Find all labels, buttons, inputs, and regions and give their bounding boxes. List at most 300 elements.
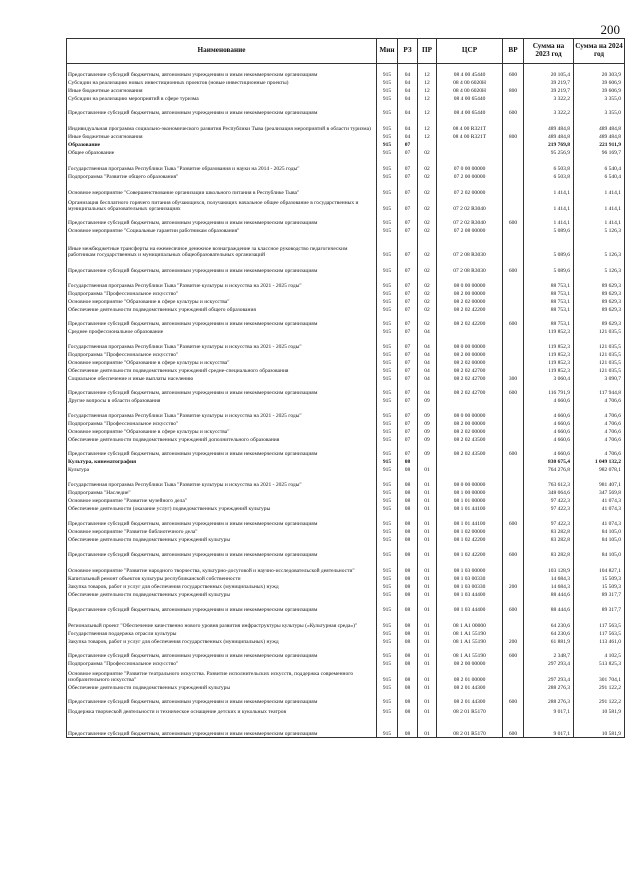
- cell-sum-2024: 982 078,1: [574, 466, 625, 474]
- cell-csr: 08 1 02 42200: [437, 536, 503, 544]
- cell-min: 915: [377, 383, 398, 397]
- cell-sum-2024: 1 049 132,2: [574, 458, 625, 466]
- cell-rz: 08: [398, 614, 418, 630]
- table-row: [67, 591, 625, 599]
- cell-name: Подпрограмма "Профессиональное искусство": [67, 660, 377, 668]
- cell-min: 915: [377, 559, 398, 575]
- table-row: [67, 660, 625, 668]
- header-rz: РЗ: [398, 39, 418, 64]
- cell-min: 915: [377, 716, 398, 738]
- cell-sum-2024: 5 126,3: [574, 259, 625, 275]
- cell-name: Обеспечение деятельности подведомственных учреждений дополнительного образования: [67, 436, 377, 444]
- cell-sum-2024: 89 629,3: [574, 275, 625, 290]
- cell-rz: 07: [398, 351, 418, 359]
- cell-min: 915: [377, 397, 398, 405]
- cell-csr: 08 4 00 45440: [437, 64, 503, 79]
- cell-rz: 07: [398, 428, 418, 436]
- cell-vr: [503, 436, 524, 444]
- table-row: [67, 420, 625, 428]
- cell-vr: [503, 536, 524, 544]
- cell-rz: 08: [398, 684, 418, 692]
- cell-name: Предоставление субсидий бюджетным, автономным учреждениям и иным некоммерческим организациям: [67, 544, 377, 559]
- cell-csr: [437, 458, 503, 466]
- cell-name: Обеспечение деятельности подведомственных учреждений общего образования: [67, 306, 377, 314]
- cell-vr: [503, 235, 524, 259]
- cell-min: 915: [377, 141, 398, 149]
- cell-min: 915: [377, 79, 398, 87]
- cell-min: 915: [377, 95, 398, 103]
- cell-name: Подпрограмма "Наследие": [67, 489, 377, 497]
- table-row: [67, 328, 625, 336]
- cell-min: 915: [377, 197, 398, 213]
- table-row: [67, 235, 625, 259]
- header-name: Наименование: [67, 39, 377, 64]
- table-body: [67, 64, 625, 738]
- cell-csr: 08 1 03 00330: [437, 575, 503, 583]
- cell-sum-2023: 763 612,3: [524, 474, 574, 489]
- cell-rz: 08: [398, 544, 418, 559]
- cell-sum-2023: 39 219,7: [524, 87, 574, 95]
- cell-csr: 08 2 01 R5170: [437, 706, 503, 716]
- cell-sum-2023: 219 769,8: [524, 141, 574, 149]
- table-row: [67, 638, 625, 646]
- cell-sum-2023: 88 753,1: [524, 290, 574, 298]
- cell-rz: 04: [398, 64, 418, 79]
- cell-min: 915: [377, 444, 398, 458]
- cell-min: 915: [377, 544, 398, 559]
- cell-sum-2024: 4 706,6: [574, 420, 625, 428]
- cell-name: Закупка товаров, работ и услуг для обеспечения государственных (муниципальных) нужд: [67, 583, 377, 591]
- cell-sum-2024: 84 105,0: [574, 536, 625, 544]
- cell-min: 915: [377, 259, 398, 275]
- cell-pr: 12: [418, 87, 437, 95]
- cell-csr: 08 2 02 42700: [437, 383, 503, 397]
- cell-rz: 07: [398, 173, 418, 181]
- table-row: [67, 314, 625, 328]
- cell-min: 915: [377, 351, 398, 359]
- cell-pr: 04: [418, 359, 437, 367]
- cell-vr: 600: [503, 383, 524, 397]
- cell-sum-2024: 89 317,7: [574, 591, 625, 599]
- table-row: [67, 513, 625, 528]
- cell-csr: 08 4 00 R321Т: [437, 133, 503, 141]
- table-row: [67, 275, 625, 290]
- cell-pr: 04: [418, 328, 437, 336]
- cell-rz: 08: [398, 638, 418, 646]
- cell-sum-2024: 84 105,0: [574, 544, 625, 559]
- cell-vr: 600: [503, 599, 524, 614]
- cell-vr: [503, 575, 524, 583]
- cell-min: 915: [377, 298, 398, 306]
- cell-rz: 04: [398, 117, 418, 133]
- cell-sum-2023: 64 230,6: [524, 630, 574, 638]
- cell-sum-2023: 97 422,3: [524, 505, 574, 513]
- cell-sum-2024: 84 105,0: [574, 528, 625, 536]
- cell-sum-2023: 83 282,8: [524, 536, 574, 544]
- cell-name: Государственная программа Республики Тыва "Развитие культуры и искусства на 2021 - 2025 годы": [67, 405, 377, 420]
- cell-sum-2024: 489 484,8: [574, 117, 625, 133]
- cell-min: 915: [377, 181, 398, 197]
- cell-rz: 08: [398, 706, 418, 716]
- cell-pr: 02: [418, 306, 437, 314]
- cell-csr: 08 1 02 42200: [437, 544, 503, 559]
- cell-vr: [503, 397, 524, 405]
- cell-name: Региональный проект "Обеспечение качественно нового уровня развития инфраструктуры культуры («Культурная среда»)": [67, 614, 377, 630]
- cell-sum-2024: 489 484,8: [574, 133, 625, 141]
- cell-min: 915: [377, 630, 398, 638]
- cell-sum-2023: 119 852,3: [524, 367, 574, 375]
- cell-name: Предоставление субсидий бюджетным, автономным учреждениям и иным некоммерческим организациям: [67, 103, 377, 117]
- cell-sum-2023: 288 276,3: [524, 684, 574, 692]
- cell-csr: 08 2 02 43500: [437, 436, 503, 444]
- cell-csr: 08 1 03 44400: [437, 591, 503, 599]
- cell-sum-2023: 489 484,8: [524, 117, 574, 133]
- cell-name: Обеспечение деятельности подведомственных учреждений средне-специального образования: [67, 367, 377, 375]
- cell-vr: [503, 336, 524, 351]
- cell-rz: 07: [398, 375, 418, 383]
- cell-csr: 08 1 01 00000: [437, 497, 503, 505]
- table-header-row: [67, 39, 625, 64]
- cell-csr: 08 4 00 65440: [437, 103, 503, 117]
- cell-rz: 07: [398, 405, 418, 420]
- cell-name: Государственная поддержка отрасли культуры: [67, 630, 377, 638]
- cell-vr: [503, 95, 524, 103]
- cell-rz: 07: [398, 275, 418, 290]
- cell-vr: [503, 173, 524, 181]
- cell-rz: 08: [398, 528, 418, 536]
- cell-pr: 02: [418, 149, 437, 157]
- table-row: [67, 259, 625, 275]
- cell-vr: [503, 149, 524, 157]
- cell-vr: 600: [503, 646, 524, 660]
- cell-sum-2024: 6 540,4: [574, 157, 625, 173]
- cell-sum-2023: 4 660,6: [524, 420, 574, 428]
- cell-vr: [503, 630, 524, 638]
- cell-min: 915: [377, 660, 398, 668]
- cell-min: 915: [377, 375, 398, 383]
- table-row: [67, 87, 625, 95]
- cell-min: 915: [377, 536, 398, 544]
- cell-min: 915: [377, 290, 398, 298]
- cell-pr: 01: [418, 536, 437, 544]
- cell-vr: [503, 367, 524, 375]
- cell-sum-2024: 3 090,7: [574, 375, 625, 383]
- cell-name: Основное мероприятие "Социальные гарантии работникам образования": [67, 227, 377, 235]
- cell-csr: [437, 328, 503, 336]
- cell-rz: 07: [398, 213, 418, 227]
- cell-rz: 04: [398, 95, 418, 103]
- cell-sum-2023: 88 444,6: [524, 599, 574, 614]
- cell-vr: 200: [503, 583, 524, 591]
- cell-sum-2023: 119 852,3: [524, 351, 574, 359]
- cell-name: Предоставление субсидий бюджетным, автономным учреждениям и иным некоммерческим организациям: [67, 314, 377, 328]
- cell-csr: 08 1 А1 00000: [437, 614, 503, 630]
- cell-csr: 08 1 03 00330: [437, 583, 503, 591]
- cell-csr: 08 1 А1 55190: [437, 646, 503, 660]
- cell-name: Подпрограмма "Профессиональное искусство": [67, 290, 377, 298]
- table-row: [67, 157, 625, 173]
- table-row: [67, 489, 625, 497]
- cell-name: Предоставление субсидий бюджетным, автономным учреждениям и иным некоммерческим организациям: [67, 692, 377, 706]
- cell-vr: [503, 559, 524, 575]
- cell-pr: 02: [418, 259, 437, 275]
- table-row: [67, 290, 625, 298]
- cell-min: 915: [377, 117, 398, 133]
- cell-csr: 08 2 02 42700: [437, 367, 503, 375]
- cell-vr: [503, 474, 524, 489]
- cell-name: Культура: [67, 466, 377, 474]
- cell-min: 915: [377, 314, 398, 328]
- cell-sum-2023: 88 753,1: [524, 275, 574, 290]
- cell-sum-2023: 830 675,4: [524, 458, 574, 466]
- cell-pr: 04: [418, 375, 437, 383]
- cell-min: 915: [377, 173, 398, 181]
- cell-sum-2023: 6 503,8: [524, 173, 574, 181]
- cell-rz: 07: [398, 298, 418, 306]
- cell-rz: 07: [398, 328, 418, 336]
- cell-name: Основное мероприятие "Развитие народного творчества, культурно-досуговой и научно-исследовательской деятельности": [67, 559, 377, 575]
- cell-vr: [503, 79, 524, 87]
- table-row: [67, 133, 625, 141]
- cell-sum-2023: 88 753,1: [524, 306, 574, 314]
- cell-pr: 01: [418, 528, 437, 536]
- table-row: [67, 536, 625, 544]
- cell-csr: 08 2 02 00000: [437, 359, 503, 367]
- header-vr: ВР: [503, 39, 524, 64]
- table-row: [67, 149, 625, 157]
- cell-sum-2024: 4 706,6: [574, 428, 625, 436]
- cell-vr: [503, 405, 524, 420]
- cell-sum-2023: 4 660,6: [524, 397, 574, 405]
- table-row: [67, 692, 625, 706]
- table-row: [67, 668, 625, 684]
- table-row: [67, 684, 625, 692]
- cell-sum-2024: 301 704,1: [574, 668, 625, 684]
- cell-sum-2023: 88 444,6: [524, 591, 574, 599]
- cell-sum-2023: 348 064,6: [524, 489, 574, 497]
- cell-pr: 01: [418, 706, 437, 716]
- cell-vr: [503, 489, 524, 497]
- cell-sum-2023: 5 089,6: [524, 227, 574, 235]
- cell-pr: 12: [418, 103, 437, 117]
- cell-rz: 07: [398, 314, 418, 328]
- cell-sum-2023: 97 422,3: [524, 497, 574, 505]
- cell-min: 915: [377, 359, 398, 367]
- header-sum-2023: Сумма на 2023 год: [524, 39, 574, 64]
- cell-vr: [503, 298, 524, 306]
- table-row: [67, 646, 625, 660]
- cell-sum-2023: 20 105,4: [524, 64, 574, 79]
- cell-vr: [503, 141, 524, 149]
- cell-rz: 07: [398, 306, 418, 314]
- cell-min: 915: [377, 235, 398, 259]
- cell-min: 915: [377, 133, 398, 141]
- cell-sum-2024: 15 509,3: [574, 575, 625, 583]
- cell-vr: [503, 684, 524, 692]
- cell-sum-2024: 39 606,9: [574, 79, 625, 87]
- cell-rz: 07: [398, 157, 418, 173]
- cell-min: 915: [377, 497, 398, 505]
- cell-csr: 08 0 00 00000: [437, 405, 503, 420]
- cell-csr: 08 1 00 00000: [437, 489, 503, 497]
- cell-name: Предоставление субсидий бюджетным, автономным учреждениям и иным некоммерческим организациям: [67, 259, 377, 275]
- cell-pr: 04: [418, 351, 437, 359]
- cell-vr: 300: [503, 375, 524, 383]
- cell-pr: 12: [418, 95, 437, 103]
- cell-name: Предоставление субсидий бюджетным, автономным учреждениям и иным некоммерческим организациям: [67, 444, 377, 458]
- cell-name: Основное мероприятие "Развитие музейного дела": [67, 497, 377, 505]
- cell-sum-2023: 4 660,6: [524, 405, 574, 420]
- cell-name: Предоставление субсидий бюджетным, автономным учреждениям и иным некоммерческим организациям: [67, 646, 377, 660]
- cell-sum-2024: 41 074,3: [574, 497, 625, 505]
- cell-sum-2023: 2 348,7: [524, 646, 574, 660]
- cell-csr: 08 2 02 42700: [437, 375, 503, 383]
- cell-csr: 08 2 01 R5170: [437, 716, 503, 738]
- cell-sum-2024: 10 581,9: [574, 716, 625, 738]
- cell-sum-2024: 5 126,3: [574, 227, 625, 235]
- table-row: [67, 336, 625, 351]
- cell-vr: 600: [503, 716, 524, 738]
- cell-sum-2023: 3 322,2: [524, 95, 574, 103]
- cell-min: 915: [377, 646, 398, 660]
- cell-sum-2024: 117 944,8: [574, 383, 625, 397]
- header-csr: ЦСР: [437, 39, 503, 64]
- cell-rz: 08: [398, 575, 418, 583]
- cell-pr: 01: [418, 630, 437, 638]
- cell-rz: 07: [398, 436, 418, 444]
- cell-csr: [437, 141, 503, 149]
- cell-sum-2024: 1 414,1: [574, 197, 625, 213]
- cell-sum-2024: 10 581,9: [574, 706, 625, 716]
- cell-rz: 08: [398, 583, 418, 591]
- cell-pr: 09: [418, 444, 437, 458]
- cell-sum-2023: 64 230,6: [524, 614, 574, 630]
- cell-pr: 04: [418, 383, 437, 397]
- cell-name: Закупка товаров, работ и услуг для обеспечения государственных (муниципальных) нужд: [67, 638, 377, 646]
- cell-csr: [437, 397, 503, 405]
- cell-vr: [503, 227, 524, 235]
- cell-sum-2024: 121 035,5: [574, 367, 625, 375]
- cell-csr: 07 2 02 R3040: [437, 213, 503, 227]
- cell-rz: 08: [398, 458, 418, 466]
- cell-sum-2024: 104 827,1: [574, 559, 625, 575]
- cell-min: 915: [377, 428, 398, 436]
- cell-min: 915: [377, 405, 398, 420]
- cell-vr: 600: [503, 259, 524, 275]
- cell-min: 915: [377, 367, 398, 375]
- cell-min: 915: [377, 668, 398, 684]
- cell-vr: [503, 614, 524, 630]
- cell-rz: 07: [398, 383, 418, 397]
- cell-name: Подпрограмма "Развитие общего образования": [67, 173, 377, 181]
- cell-min: 915: [377, 591, 398, 599]
- cell-csr: [437, 466, 503, 474]
- cell-name: Капитальный ремонт объектов культуры республиканской собственности: [67, 575, 377, 583]
- cell-rz: 07: [398, 290, 418, 298]
- cell-csr: 08 1 А1 55190: [437, 630, 503, 638]
- cell-pr: 09: [418, 420, 437, 428]
- table-row: [67, 497, 625, 505]
- cell-pr: 01: [418, 684, 437, 692]
- cell-rz: 08: [398, 513, 418, 528]
- cell-vr: [503, 359, 524, 367]
- cell-vr: [503, 466, 524, 474]
- cell-sum-2023: 4 660,6: [524, 444, 574, 458]
- cell-min: 915: [377, 458, 398, 466]
- cell-min: 915: [377, 513, 398, 528]
- cell-sum-2024: 3 355,0: [574, 95, 625, 103]
- cell-sum-2023: 83 282,8: [524, 544, 574, 559]
- cell-pr: 02: [418, 227, 437, 235]
- cell-sum-2024: 15 509,3: [574, 583, 625, 591]
- table-row: [67, 213, 625, 227]
- table-row: [67, 359, 625, 367]
- cell-sum-2024: 4 706,6: [574, 405, 625, 420]
- cell-sum-2024: 4 706,6: [574, 397, 625, 405]
- cell-rz: 07: [398, 359, 418, 367]
- cell-name: Основное мероприятие "Развитие театрального искусства. Развитие исполнительских искусств, поддержка современного изобразительного искусства": [67, 668, 377, 684]
- cell-csr: 08 2 02 42200: [437, 306, 503, 314]
- cell-sum-2023: 288 276,3: [524, 692, 574, 706]
- table-row: [67, 544, 625, 559]
- cell-sum-2024: 39 606,9: [574, 87, 625, 95]
- cell-rz: 04: [398, 79, 418, 87]
- cell-min: 915: [377, 420, 398, 428]
- table-row: [67, 79, 625, 87]
- cell-vr: 600: [503, 103, 524, 117]
- cell-sum-2023: 1 414,1: [524, 181, 574, 197]
- cell-name: Предоставление субсидий бюджетным, автономным учреждениям и иным некоммерческим организациям: [67, 64, 377, 79]
- cell-sum-2024: 41 074,3: [574, 513, 625, 528]
- cell-sum-2023: 116 791,9: [524, 383, 574, 397]
- cell-pr: 12: [418, 133, 437, 141]
- cell-csr: 08 1 01 44100: [437, 505, 503, 513]
- cell-csr: 08 2 02 43500: [437, 444, 503, 458]
- cell-pr: 01: [418, 638, 437, 646]
- cell-name: Предоставление субсидий бюджетным, автономным учреждениям и иным некоммерческим организациям: [67, 513, 377, 528]
- header-min: Мин: [377, 39, 398, 64]
- cell-pr: 02: [418, 173, 437, 181]
- cell-name: Иные бюджетные ассигнования: [67, 133, 377, 141]
- cell-csr: 07 2 02 00000: [437, 181, 503, 197]
- cell-name: Основное мероприятие "Образование в сфере культуры и искусства": [67, 298, 377, 306]
- cell-vr: 600: [503, 444, 524, 458]
- cell-rz: 08: [398, 536, 418, 544]
- table-row: [67, 444, 625, 458]
- cell-name: Организация бесплатного горячего питания обучающихся, получающих начальное общее образование в государственных и муниципальных образовательных организациях: [67, 197, 377, 213]
- cell-vr: [503, 197, 524, 213]
- cell-pr: 12: [418, 64, 437, 79]
- cell-csr: [437, 149, 503, 157]
- cell-vr: [503, 428, 524, 436]
- table-row: [67, 474, 625, 489]
- cell-pr: 02: [418, 197, 437, 213]
- cell-pr: [418, 458, 437, 466]
- cell-vr: [503, 706, 524, 716]
- cell-min: 915: [377, 599, 398, 614]
- cell-min: 915: [377, 638, 398, 646]
- cell-pr: 12: [418, 79, 437, 87]
- cell-vr: [503, 660, 524, 668]
- table-row: [67, 181, 625, 197]
- cell-pr: 01: [418, 614, 437, 630]
- cell-sum-2023: 4 660,6: [524, 436, 574, 444]
- cell-sum-2023: 297 293,4: [524, 660, 574, 668]
- table-row: [67, 575, 625, 583]
- cell-csr: 07 2 08 R3030: [437, 259, 503, 275]
- cell-csr: 08 1 01 44100: [437, 513, 503, 528]
- table-row: [67, 95, 625, 103]
